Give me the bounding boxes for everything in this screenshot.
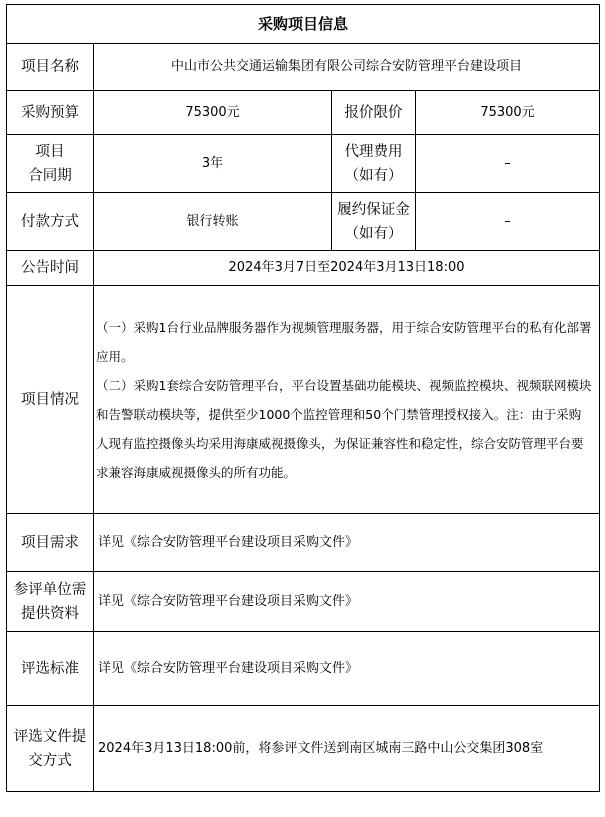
budget-row [7, 91, 600, 135]
materials-label [7, 572, 94, 632]
price-limit-label: 报价限价 [332, 91, 416, 135]
agency-fee-label [332, 135, 416, 193]
criteria-row [7, 632, 600, 706]
contract-period-value: 3年 [94, 135, 332, 193]
budget-label: 采购预算 [7, 91, 94, 135]
criteria-value: 详见《综合安防管理平台建设项目采购文件》 [94, 632, 600, 706]
submission-value: 2024年3月13日18:00前，将参评文件送到南区城南三路中山公交集团308室 [94, 706, 600, 792]
deposit-label-line1: 履约保证金 [337, 201, 410, 218]
table-title: 采购项目信息 [7, 5, 600, 44]
contract-period-label-line2: 合同期 [28, 167, 72, 184]
materials-row [7, 572, 600, 632]
procurement-info-sheet [6, 4, 599, 792]
announce-row [7, 251, 600, 286]
requirement-row [7, 514, 600, 572]
materials-value: 详见《综合安防管理平台建设项目采购文件》 [94, 572, 600, 632]
requirement-label: 项目需求 [7, 514, 94, 572]
agency-fee-label-line1: 代理费用 [344, 143, 403, 160]
submission-label-line2: 交方式 [28, 752, 72, 769]
project-name-value: 中山市公共交通运输集团有限公司综合安防管理平台建设项目 [94, 44, 600, 91]
payment-row [7, 193, 600, 251]
situation-paragraph-2: （二）采购1套综合安防管理平台，平台设置基础功能模块、视频监控模块、视频联网模块和告警联动模块等，提供至少1000个监控管理和50个门禁管理授权接入。注：由于采购人现有监控摄像头均采用海康威视摄像头，为保证兼容性和稳定性，综合安防管理平台要求兼容海康威视摄像头的所有功能。 [96, 377, 592, 480]
materials-label-line1: 参评单位需 [13, 581, 87, 598]
project-name-label: 项目名称 [7, 44, 94, 91]
situation-label: 项目情况 [7, 286, 94, 514]
situation-value [94, 286, 600, 514]
contract-period-label-line1: 项目 [35, 143, 65, 160]
situation-row [7, 286, 600, 514]
materials-label-line2: 提供资料 [21, 605, 79, 622]
deposit-label-line2: （如有） [344, 225, 403, 242]
price-limit-value: 75300元 [416, 91, 600, 135]
title-row [7, 5, 600, 44]
deposit-label [332, 193, 416, 251]
contract-period-label [7, 135, 94, 193]
requirement-value: 详见《综合安防管理平台建设项目采购文件》 [94, 514, 600, 572]
submission-row [7, 706, 600, 792]
project-name-row [7, 44, 600, 91]
procurement-info-table [6, 4, 600, 792]
deposit-value: – [416, 193, 600, 251]
announce-label: 公告时间 [7, 251, 94, 286]
payment-label: 付款方式 [7, 193, 94, 251]
situation-paragraph-1: （一）采购1台行业品牌服务器作为视频管理服务器，用于综合安防管理平台的私有化部署应用。 [96, 319, 592, 364]
budget-value: 75300元 [94, 91, 332, 135]
submission-label [7, 706, 94, 792]
agency-fee-value: – [416, 135, 600, 193]
criteria-label: 评选标准 [7, 632, 94, 706]
contract-period-row [7, 135, 600, 193]
payment-value: 银行转账 [94, 193, 332, 251]
submission-label-line1: 评选文件提 [13, 728, 87, 745]
announce-value: 2024年3月7日至2024年3月13日18:00 [94, 251, 600, 286]
agency-fee-label-line2: （如有） [344, 167, 403, 184]
